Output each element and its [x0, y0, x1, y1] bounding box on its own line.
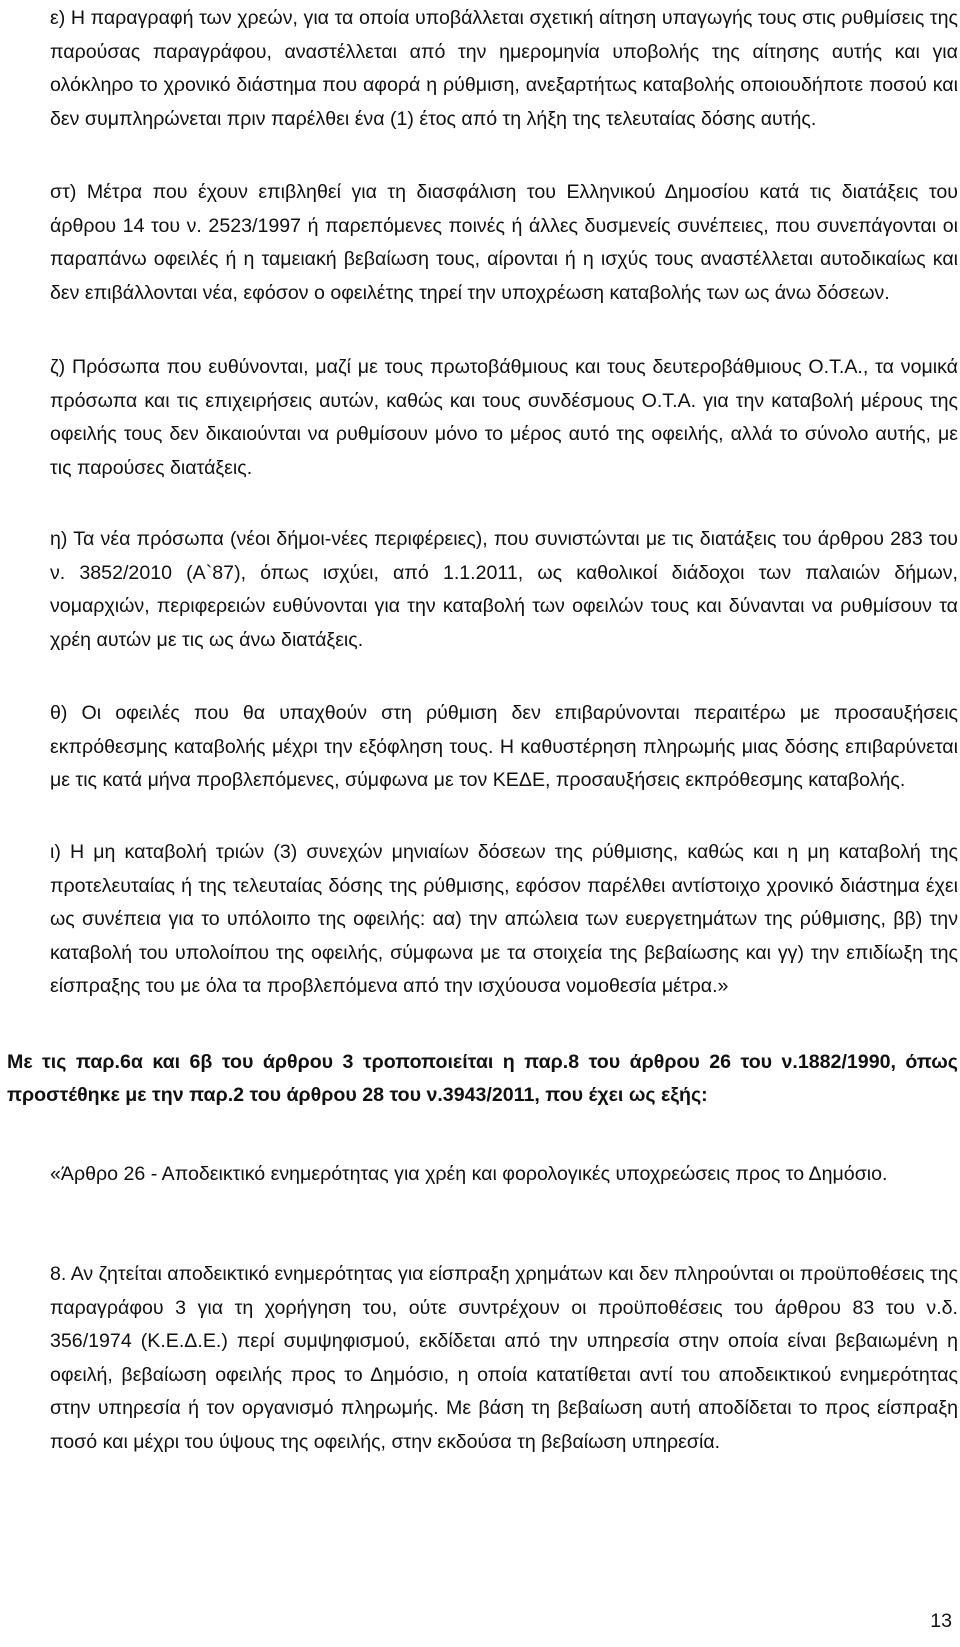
article-26-title: «Άρθρο 26 - Αποδεικτικό ενημερότητας για χρέη και φορολογικές υποχρεώσεις προς το Δημόσιο.	[50, 1163, 888, 1185]
paragraph-z: ζ) Πρόσωπα που ευθύνονται, μαζί με τους πρωτοβάθμιους και τους δευτεροβάθμιους Ο.Τ.Α., τα νομικά πρόσωπα και τις επιχειρήσεις αυτών, καθώς και τους συνδέσμους Ο.Τ.Α. για την καταβολή μέρους της οφειλής τους δεν δικαιούνται να ρυθμίσουν μόνο το μέρος αυτό της οφειλής, αλλά το σύνολο αυτής, με τις παρούσες διατάξεις.	[50, 356, 958, 479]
amendment-heading: Με τις παρ.6α και 6β του άρθρου 3 τροποποιείται η παρ.8 του άρθρου 26 του ν.1882/1990, όπως προστέθηκε με την παρ.2 του άρθρου 28 του ν.3943/2011, που έχει ως εξής:	[7, 1051, 958, 1106]
page-number: 13	[930, 1610, 952, 1632]
paragraph-e: ε) Η παραγραφή των χρεών, για τα οποία υποβάλλεται σχετική αίτηση υπαγωγής τους στις ρυθμίσεις της παρούσας παραγράφου, αναστέλλεται από την ημερομηνία υποβολής της αίτησης αυτής και για ολόκληρο το χρονικό διάστημα που αφορά η ρύθμιση, ανεξαρτήτως καταβολής οποιουδήποτε ποσού και δεν συμπληρώνεται πριν παρέλθει ένα (1) έτος από τη λήξη της τελευταίας δόσης αυτής.	[50, 7, 958, 130]
paragraph-th: θ) Οι οφειλές που θα υπαχθούν στη ρύθμιση δεν επιβαρύνονται περαιτέρω με προσαυξήσεις εκπρόθεσμης καταβολής μέχρι την εξόφληση τους. Η καθυστέρηση πληρωμής μιας δόσης επιβαρύνεται με τις κατά μήνα προβλεπόμενες, σύμφωνα με τον ΚΕΔΕ, προσαυξήσεις εκπρόθεσμης καταβολής.	[50, 702, 958, 791]
paragraph-iota: ι) Η μη καταβολή τριών (3) συνεχών μηνιαίων δόσεων της ρύθμισης, καθώς και η μη καταβολή της προτελευταίας ή της τελευταίας δόσης της ρύθμισης, εφόσον παρέλθει αντίστοιχο χρονικό διάστημα έχει ως συνέπεια για το υπόλοιπο της οφειλής: αα) την απώλεια των ευεργετημάτων της ρύθμισης, ββ) την καταβολή του υπολοίπου της οφειλής, σύμφωνα με τα στοιχεία της βεβαίωσης και γγ) την επιδίωξη της είσπραξης του με όλα τα προβλεπόμενα από την ισχύουσα νομοθεσία μέτρα.»	[50, 841, 958, 997]
paragraph-i: η) Τα νέα πρόσωπα (νέοι δήμοι-νέες περιφέρειες), που συνιστώνται με τις διατάξεις του άρθρου 283 του ν. 3852/2010 (Α`87), όπως ισχύει, από 1.1.2011, ως καθολικοί διάδοχοι των παλαιών δήμων, νομαρχιών, περιφερειών ευθύνονται για την καταβολή των οφειλών τους και δύνανται να ρυθμίσουν τα χρέη αυτών με τις ως άνω διατάξεις.	[50, 528, 958, 651]
paragraph-8: 8. Αν ζητείται αποδεικτικό ενημερότητας για είσπραξη χρημάτων και δεν πληρούνται οι προϋποθέσεις της παραγράφου 3 για τη χορήγηση του, ούτε συντρέχουν οι προϋποθέσεις του άρθρου 83 του ν.δ. 356/1974 (Κ.Ε.Δ.Ε.) περί συμψηφισμού, εκδίδεται από την υπηρεσία στην οποία είναι βεβαιωμένη η οφειλή, βεβαίωση οφειλής προς το Δημόσιο, η οποία κατατίθεται αντί του αποδεικτικού ενημερότητας στην υπηρεσία ή τον οργανισμό πληρωμής. Με βάση τη βεβαίωση αυτή αποδίδεται το προς είσπραξη ποσό και μέχρι του ύψους της οφειλής, στην εκδούσα τη βεβαίωση υπηρεσία.	[50, 1263, 958, 1453]
paragraph-st: στ) Μέτρα που έχουν επιβληθεί για τη διασφάλιση του Ελληνικού Δημοσίου κατά τις διατάξεις του άρθρου 14 του ν. 2523/1997 ή παρεπόμενες ποινές ή άλλες δυσμενείς συνέπειες, που συνεπάγονται οι παραπάνω οφειλές ή η ταμειακή βεβαίωση τους, αίρονται ή η ισχύς τους αναστέλλεται αυτοδικαίως και δεν επιβάλλονται νέα, εφόσον ο οφειλέτης τηρεί την υποχρέωση καταβολής των ως άνω δόσεων.	[50, 181, 958, 304]
